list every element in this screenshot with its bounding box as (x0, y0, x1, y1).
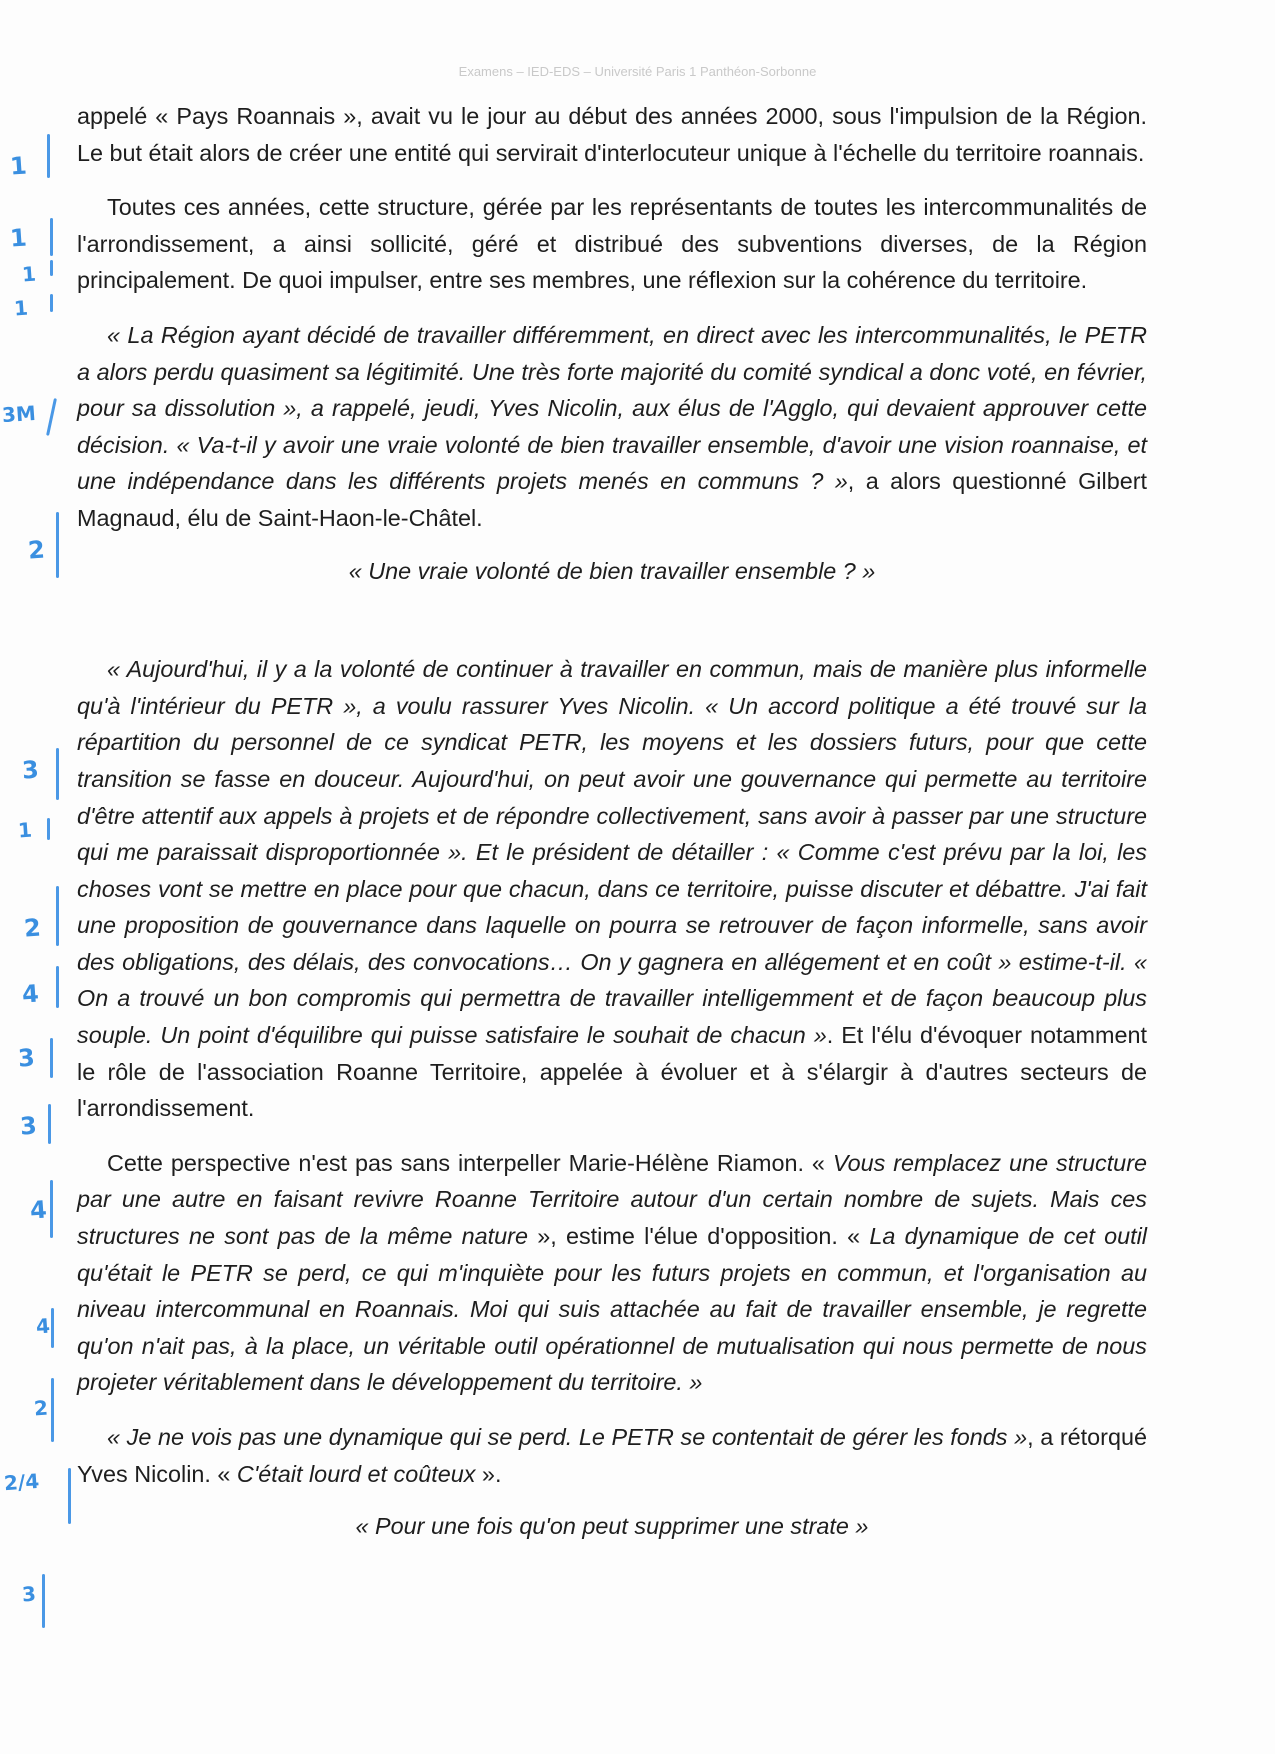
margin-bar (56, 748, 59, 800)
margin-bar (47, 818, 50, 840)
subheading-volonte (77, 553, 1147, 590)
margin-bar (50, 1038, 53, 1078)
margin-bar (50, 1180, 53, 1238)
grade-mark: 1 (13, 295, 29, 321)
margin-bar (50, 294, 53, 312)
paragraph-nicolin-quote (77, 651, 1147, 1127)
paragraph-retort (77, 1419, 1147, 1492)
grade-mark: 3M (1, 400, 37, 428)
narrative-text: , a alors questionné Gilbert Magnaud, élu de Saint-Haon-le-Châtel. (77, 468, 1147, 531)
exam-header: Examens – IED-EDS – Université Paris 1 Panthéon-Sorbonne (458, 64, 817, 79)
paragraph-structure (77, 189, 1147, 299)
grade-mark: 3 (17, 1043, 36, 1073)
grade-mark: 1 (9, 151, 28, 181)
narrative-text: », estime l'élue d'opposition. « (527, 1223, 870, 1250)
margin-bar (51, 1308, 54, 1348)
grade-mark: 1 (9, 223, 28, 253)
narrative-text: appelé « Pays Roannais », avait vu le jour au début des années 2000, sous l'impulsion de la Région. Le but était alors de créer une entité qui servirait d'interlocuteur unique à l'échelle du territoire roannais. (77, 103, 1147, 166)
article-body (77, 98, 1147, 1545)
margin-bar (51, 1378, 54, 1442)
grade-mark: 3 (19, 1111, 38, 1141)
grade-mark: 4 (35, 1313, 51, 1339)
subheading-strate (77, 1508, 1147, 1545)
margin-bar (56, 886, 59, 946)
quoted-text: C'était lourd et coûteux (236, 1460, 476, 1487)
grade-mark: 2 (23, 913, 42, 943)
quoted-text: « Je ne vois pas une dynamique qui se perd. Le PETR se contentait de gérer les fonds » (107, 1424, 1028, 1450)
grade-mark: 2 (27, 535, 46, 565)
narrative-text: . Et l'élu d'évoquer notamment le rôle de l'association Roanne Territoire, appelée à évoluer et à s'élargir à d'autres secteurs de l'arrondissement. (77, 1022, 1147, 1122)
quoted-text: La dynamique de cet outil qu'était le PETR se perd, ce qui m'inquiète pour les futurs projets en commun, et l'organisation au niveau intercommunal en Roannais. Moi qui suis attachée au fait de travailler ensemble, je regrette qu'on n'ait pas, à la place, un véritable outil opérationnel de mutualisation qui nous permette de nous projeter véritablement dans le développement du territoire. » (77, 1223, 1148, 1396)
grade-mark: 2 (33, 1395, 49, 1421)
margin-bar (48, 1104, 51, 1144)
margin-bar (50, 218, 53, 256)
margin-bar (68, 1468, 71, 1524)
grade-mark: 3 (21, 755, 40, 785)
paragraph-pays-roannais (77, 98, 1147, 171)
grade-mark: 2/4 (3, 1468, 40, 1496)
grade-mark: 4 (29, 1195, 48, 1225)
narrative-text: ». (475, 1460, 502, 1487)
margin-bar (47, 134, 50, 178)
paragraph-region-quote (77, 317, 1147, 537)
grade-mark: 1 (21, 261, 37, 287)
narrative-text: Toutes ces années, cette structure, gérée par les représentants de toutes les intercommunalités de l'arrondissement, a ainsi sollicité, géré et distribué des subventions diverses, de la Région principalement. De quoi impulser, entre ses membres, une réflexion sur la cohérence du territoire. (77, 194, 1147, 294)
quoted-text: « La Région ayant décidé de travailler différemment, en direct avec les intercommunalités, le PETR a alors perdu quasiment sa légitimité. Une très forte majorité du comité syndical a donc voté, en février, pour sa dissolution », a rappelé, jeudi, Yves Nicolin, aux élus de l'Agglo, qui devaient approuver cette décision. « Va-t-il y avoir une vraie volonté de bien travailler ensemble, d'avoir une vision roannaise, et une indépendance dans les différents projets menés en communs ? » (77, 321, 1147, 495)
narrative-text: Cette perspective n'est pas sans interpeller Marie-Hélène Riamon. « (107, 1149, 833, 1176)
paragraph-riamon (77, 1145, 1147, 1401)
grade-mark: 4 (21, 979, 40, 1009)
margin-bar (56, 512, 59, 578)
quoted-text: Vous remplacez une structure par une autre en faisant revivre Roanne Territoire autour d'un certain nombre de sujets. Mais ces structures ne sont pas de la même nature (77, 1149, 1147, 1250)
quoted-text: « Pour une fois qu'on peut supprimer une strate » (355, 1513, 869, 1540)
grade-mark: 1 (17, 817, 33, 843)
quoted-text: « Aujourd'hui, il y a la volonté de continuer à travailler en commun, mais de manière plus informelle qu'à l'intérieur du PETR », a voulu rassurer Yves Nicolin. « Un accord politique a été trouvé sur la répartition du personnel de ce syndicat PETR, les moyens et les dossiers futurs, pour que cette transition se fasse en douceur. Aujourd'hui, on peut avoir une gouvernance qui permette au territoire d'être attentif aux appels à projets et de répondre collectivement, sans avoir à passer par une structure qui me paraissait disproportionnée ». Et le président de détailler : « Comme c'est prévu par la loi, les choses vont se mettre en place pour que chacun, dans ce territoire, puisse discuter et débattre. J'ai fait une proposition de gouvernance dans laquelle on pourra se retrouver de façon informelle, sans avoir des obligations, des délais, des convocations… On y gagnera en allégement et en coût » estime-t-il. « On a trouvé un bon compromis qui permettra de travailler intelligemment et de façon beaucoup plus souple. Un point d'équilibre qui puisse satisfaire le souhait de chacun » (77, 656, 1147, 1049)
margin-bar (42, 1574, 45, 1628)
margin-bar (46, 398, 57, 436)
narrative-text: , a rétorqué Yves Nicolin. « (77, 1424, 1147, 1487)
grade-mark: 3 (21, 1581, 37, 1607)
quoted-text: « Une vraie volonté de bien travailler ensemble ? » (348, 557, 876, 584)
margin-bar (50, 260, 53, 276)
margin-bar (56, 966, 59, 1008)
